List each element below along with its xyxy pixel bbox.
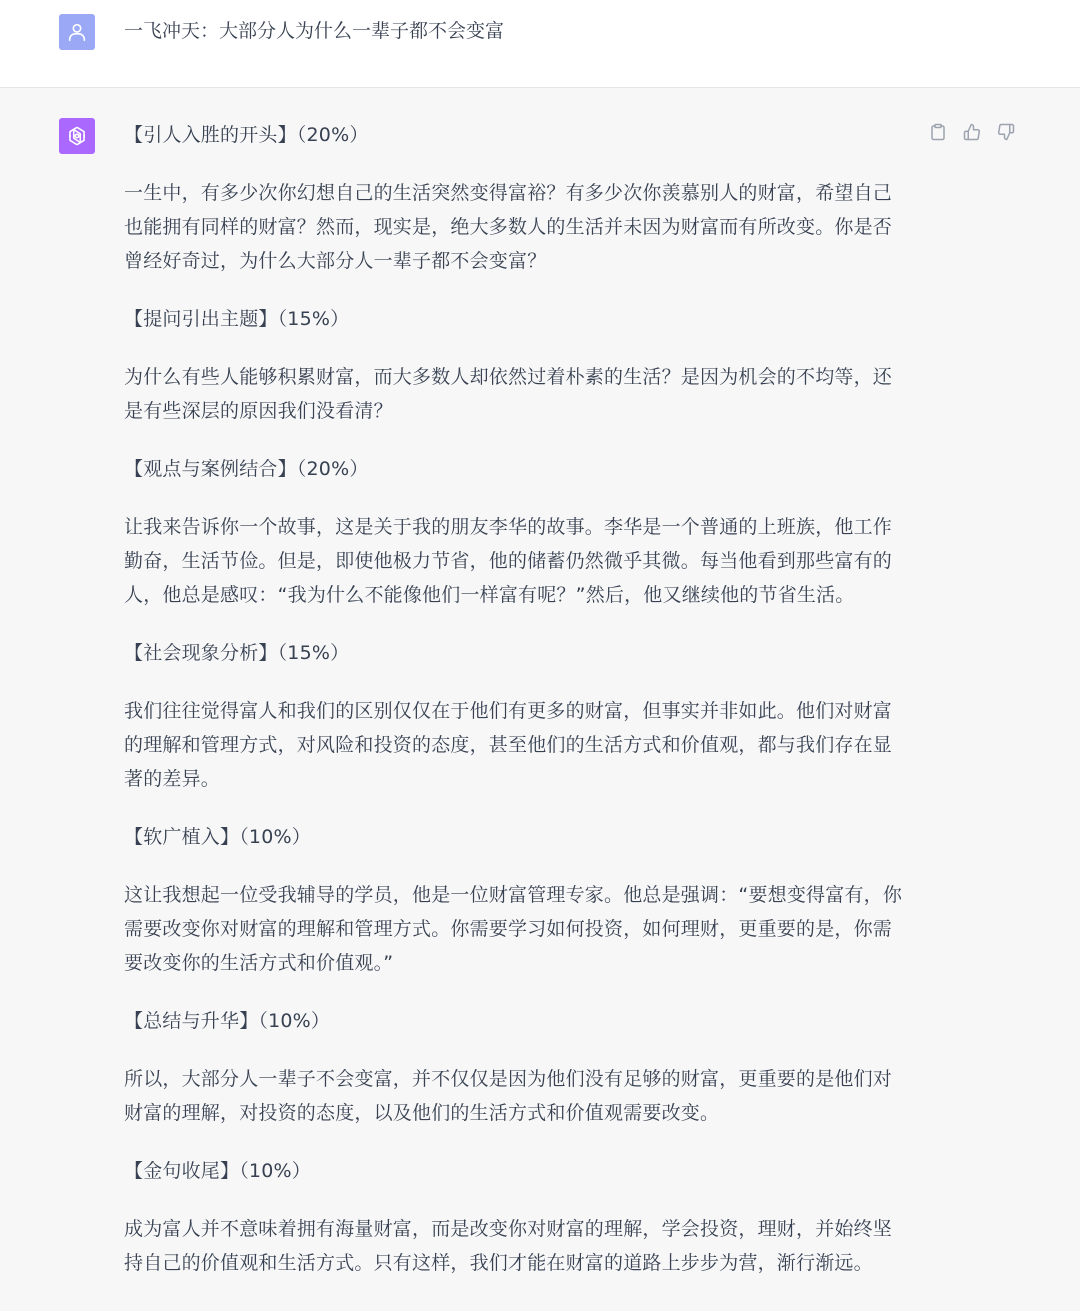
section-body: 为什么有些人能够积累财富，而大多数人却依然过着朴素的生活？是因为机会的不均等，还 是有些深层的原因我们没看清？ [124,366,893,422]
section-body: 一生中，有多少次你幻想自己的生活突然变得富裕？有多少次你羡慕别人的财富，希望自己 也能拥有同样的财富？然而，现实是，绝大多数人的生活并未因为财富而有所改变。你是否 曾经好奇过，为什么大部分人一辈子都不会变富？ [124,182,893,272]
thumbs-up-icon [963,123,981,141]
assistant-message-content [124,118,914,1304]
user-message-row [0,0,1080,88]
section [124,820,914,980]
section-heading: 【引人入胜的开头】（20%） [124,124,369,146]
section [124,118,914,278]
user-icon [66,21,88,43]
section-heading: 【观点与案例结合】（20%） [124,458,369,480]
section [124,636,914,796]
section [124,1154,914,1280]
user-message-text: 一飞冲天：大部分人为什么一辈子都不会变富 [124,20,505,42]
assistant-avatar [59,118,95,154]
openai-logo-icon [64,123,90,149]
assistant-message-row [0,88,1080,1311]
section-body: 所以，大部分人一辈子不会变富，并不仅仅是因为他们没有足够的财富，更重要的是他们对 财富的理解，对投资的态度，以及他们的生活方式和价值观需要改变。 [124,1068,893,1124]
section-heading: 【软广植入】（10%） [124,826,311,848]
section-body: 我们往往觉得富人和我们的区别仅仅在于他们有更多的财富，但事实并非如此。他们对财富 的理解和管理方式，对风险和投资的态度，甚至他们的生活方式和价值观，都与我们存在显 著的差异。 [124,700,893,790]
section-body: 这让我想起一位受我辅导的学员，他是一位财富管理专家。他总是强调：“要想变得富有，你 需要改变你对财富的理解和管理方式。你需要学习如何投资，如何理财，更重要的是，你需 要改变你的生活方式和价值观。” [124,884,903,974]
section-heading: 【提问引出主题】（15%） [124,308,350,330]
section [124,452,914,612]
thumbs-down-button[interactable] [996,122,1016,142]
section-heading: 【金句收尾】（10%） [124,1160,311,1182]
section [124,302,914,428]
section-heading: 【总结与升华】（10%） [124,1010,331,1032]
clipboard-icon [929,123,947,141]
message-actions [928,122,1016,142]
thumbs-up-button[interactable] [962,122,982,142]
section-body: 让我来告诉你一个故事，这是关于我的朋友李华的故事。李华是一个普通的上班族，他工作 勤奋，生活节俭。但是，即使他极力节省，他的储蓄仍然微乎其微。每当他看到那些富有的 人，他总是感叹：“我为什么不能像他们一样富有呢？”然后，他又继续他的节省生活。 [124,516,893,606]
section [124,1004,914,1130]
user-avatar [59,14,95,50]
section-body: 成为富人并不意味着拥有海量财富，而是改变你对财富的理解，学会投资，理财，并始终坚 持自己的价值观和生活方式。只有这样，我们才能在财富的道路上步步为营，渐行渐远。 [124,1218,893,1274]
thumbs-down-icon [997,123,1015,141]
copy-button[interactable] [928,122,948,142]
section-heading: 【社会现象分析】（15%） [124,642,350,664]
